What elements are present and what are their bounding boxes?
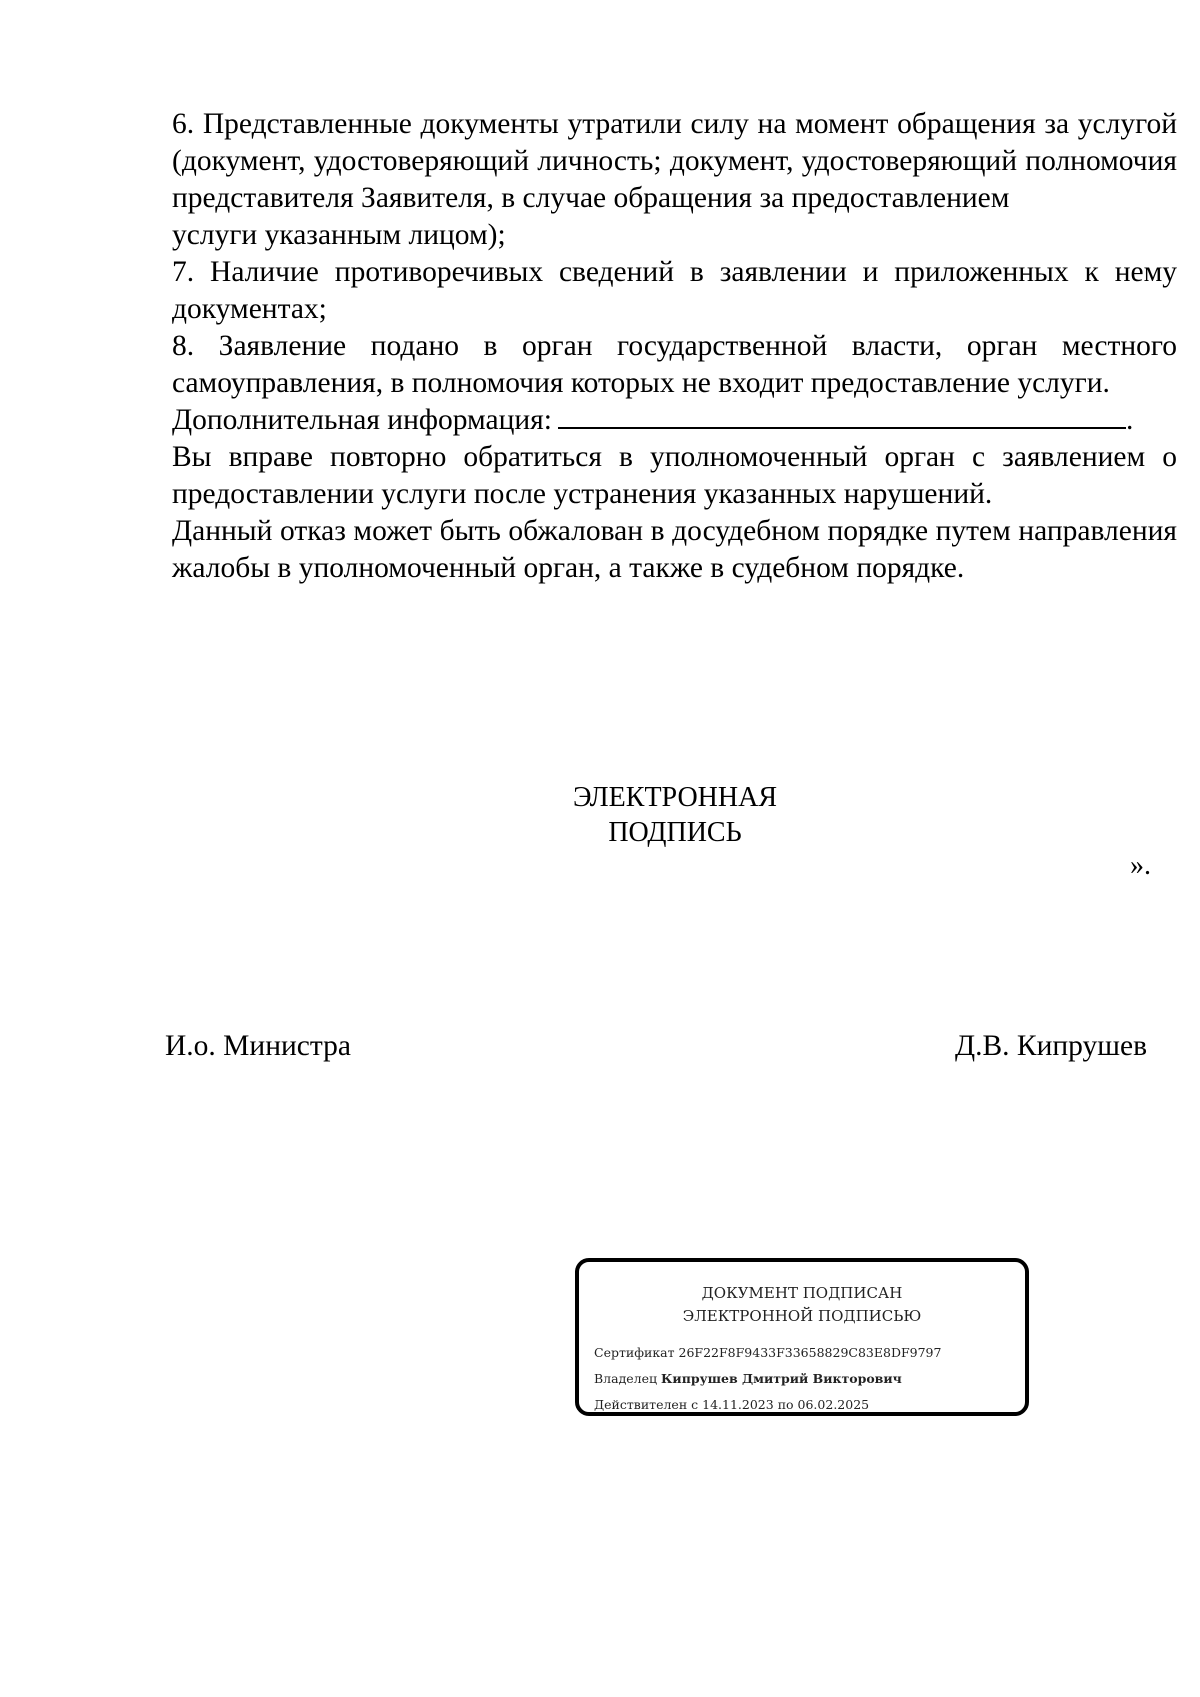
item-6-tail-2: услуги указанным лицом); xyxy=(172,219,506,251)
item-6-paragraph xyxy=(172,106,1177,254)
additional-info-end: . xyxy=(1125,404,1134,436)
signature-stamp xyxy=(575,1258,1029,1416)
esig-line-1: ЭЛЕКТРОННАЯ xyxy=(572,782,778,813)
item-6-tail-1: обращения за предоставлением xyxy=(613,182,1010,214)
additional-info-label: Дополнительная информация: xyxy=(172,404,552,436)
valid-label: Действителен с xyxy=(594,1397,699,1412)
stamp-title-line-2: ЭЛЕКТРОННОЙ ПОДПИСЬЮ xyxy=(682,1307,922,1325)
electronic-signature-placeholder xyxy=(540,780,810,850)
item-7-paragraph: 7. Наличие противоречивых сведений в заявлении и приложенных к нему документах; xyxy=(172,256,1177,325)
stamp-certificate-line xyxy=(594,1345,941,1360)
stamp-owner-line xyxy=(594,1371,902,1386)
item-6-text: 6. Представленные документы утратили силу на момент обращения за услугой (документ, удостоверяющий личность; документ, удостоверяющий полномочия представителя Заявителя, в случае xyxy=(172,108,1177,214)
stamp-validity-line xyxy=(594,1397,869,1412)
item-8-paragraph: 8. Заявление подано в орган государственной власти, орган местного самоуправления, в полномочия которых не входит предоставление услуги. xyxy=(172,330,1177,399)
signer-position: И.о. Министра xyxy=(165,1030,351,1062)
stamp-title xyxy=(579,1282,1025,1328)
owner-label: Владелец xyxy=(594,1371,658,1386)
closing-quote: ». xyxy=(1130,850,1151,881)
esig-line-2: ПОДПИСЬ xyxy=(608,817,742,848)
certificate-label: Сертификат xyxy=(594,1345,675,1360)
fill-in-blank xyxy=(558,405,1126,429)
valid-from: 14.11.2023 xyxy=(702,1397,774,1412)
document-body xyxy=(172,106,1177,587)
signer-name: Д.В. Кипрушев xyxy=(955,1030,1148,1062)
certificate-value: 26F22F8F9433F33658829C83E8DF9797 xyxy=(678,1345,942,1360)
valid-to-label: по xyxy=(777,1397,794,1412)
owner-value: Кипрушев Дмитрий Викторович xyxy=(661,1371,902,1386)
stamp-title-line-1: ДОКУМЕНТ ПОДПИСАН xyxy=(701,1284,903,1302)
valid-to: 06.02.2025 xyxy=(797,1397,870,1412)
additional-info-line xyxy=(172,402,1177,439)
appeal-note: Данный отказ может быть обжалован в досудебном порядке путем направления жалобы в уполномоченный орган, а также в судебном порядке. xyxy=(172,515,1177,584)
reapply-note: Вы вправе повторно обратиться в уполномоченный орган с заявлением о предоставлении услуги после устранения указанных нарушений. xyxy=(172,441,1177,510)
